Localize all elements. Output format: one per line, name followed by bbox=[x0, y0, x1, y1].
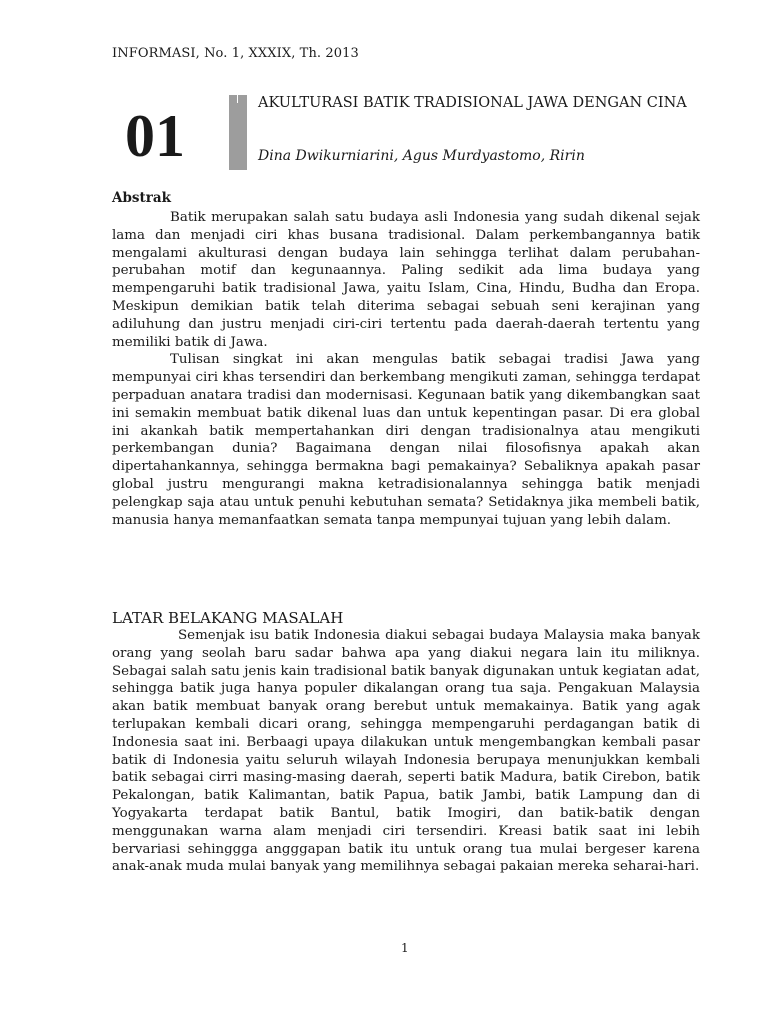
abstract-heading: Abstrak bbox=[112, 190, 171, 206]
chapter-number: 01 bbox=[125, 103, 185, 169]
article-authors: Dina Dwikurniarini, Agus Murdyastomo, Ririn bbox=[258, 148, 585, 164]
abstract-paragraph-1: Batik merupakan salah satu budaya asli Indonesia yang sudah dikenal sejak lama dan menjadi ciri khas busana tradisional. Dalam perkembangannya batik mengalami akulturasi dengan budaya lain sehingga terlihat dalam perubahan-perubahan motif dan kegunaannya. Paling sedikit ada lima budaya yang mempengaruhi batik tradisional Jawa, yaitu Islam, Cina, Hindu, Budha dan Eropa. Meskipun demikian batik telah diterima sebagai sebuah seni kerajinan yang adiluhung dan justru menjadi ciri-ciri tertentu pada daerah-daerah tertentu yang memiliki batik di Jawa. bbox=[112, 210, 700, 350]
section-heading-latar-belakang: LATAR BELAKANG MASALAH bbox=[112, 609, 344, 627]
section-paragraph-1: Semenjak isu batik Indonesia diakui sebagai budaya Malaysia maka banyak orang yang seolah baru sadar bahwa apa yang diakui negara lain itu miliknya. Sebagai salah satu jenis kain tradisional batik banyak digunakan untuk kegiatan adat, sehingga batik juga hanya populer dikalangan orang tua saja. Pengakuan Malaysia akan batik membuat banyak orang berebut untuk memakainya. Batik yang agak terlupakan kembali dicari orang, sehingga mempengaruhi perdagangan batik di Indonesia saat ini. Berbaagi upaya dilakukan untuk mengembangkan kembali pasar batik di Indonesia yaitu seluruh wilayah Indonesia berupaya menunjukkan kembali batik sebagai cirri masing-masing daerah, seperti batik Madura, batik Cirebon, batik Pekalongan, batik Kalimantan, batik Papua, batik Jambi, batik Lampung dan di Yogyakarta terdapat batik Bantul, batik Imogiri, dan batik-batik dengan menggunakan warna alam menjadi ciri tersendiri. Kreasi batik saat ini lebih bervariasi sehinggga angggapan batik itu untuk orang tua mulai bergeser karena anak-anak muda mulai banyak yang memilihnya sebagai pakaian mereka seharai-hari. bbox=[112, 628, 700, 875]
title-accent-tick bbox=[237, 95, 238, 103]
abstract-paragraph-2: Tulisan singkat ini akan mengulas batik sebagai tradisi Jawa yang mempunyai ciri khas tersendiri dan berkembang mengikuti zaman, sehingga terdapat perpaduan anatara tradisi dan modernisasi. Kegunaan batik yang dikembangkan saat ini semakin membuat batik dikenal luas dan untuk kepentingan pasar. Di era global ini akankah batik mempertahankan diri dengan tradisionalnya atau mengikuti perkembangan dunia? Bagaimana dengan nilai filosofisnya apakah akan dipertahankannya, sehingga bermakna bagi pemakainya? Sebaliknya apakah pasar global justru mengurangi makna ketradisionalannya sehingga batik menjadi pelengkap saja atau untuk penuhi kebutuhan semata? Setidaknya jika membeli batik, manusia hanya memanfaatkan semata tanpa mempunyai tujuan yang lebih dalam. bbox=[112, 352, 700, 528]
section-body bbox=[112, 627, 700, 876]
title-accent-bar bbox=[229, 95, 247, 170]
abstract-body bbox=[112, 209, 700, 529]
article-title: AKULTURASI BATIK TRADISIONAL JAWA DENGAN CINA bbox=[258, 95, 687, 111]
running-head: INFORMASI, No. 1, XXXIX, Th. 2013 bbox=[112, 46, 359, 61]
page-number: 1 bbox=[401, 941, 409, 955]
